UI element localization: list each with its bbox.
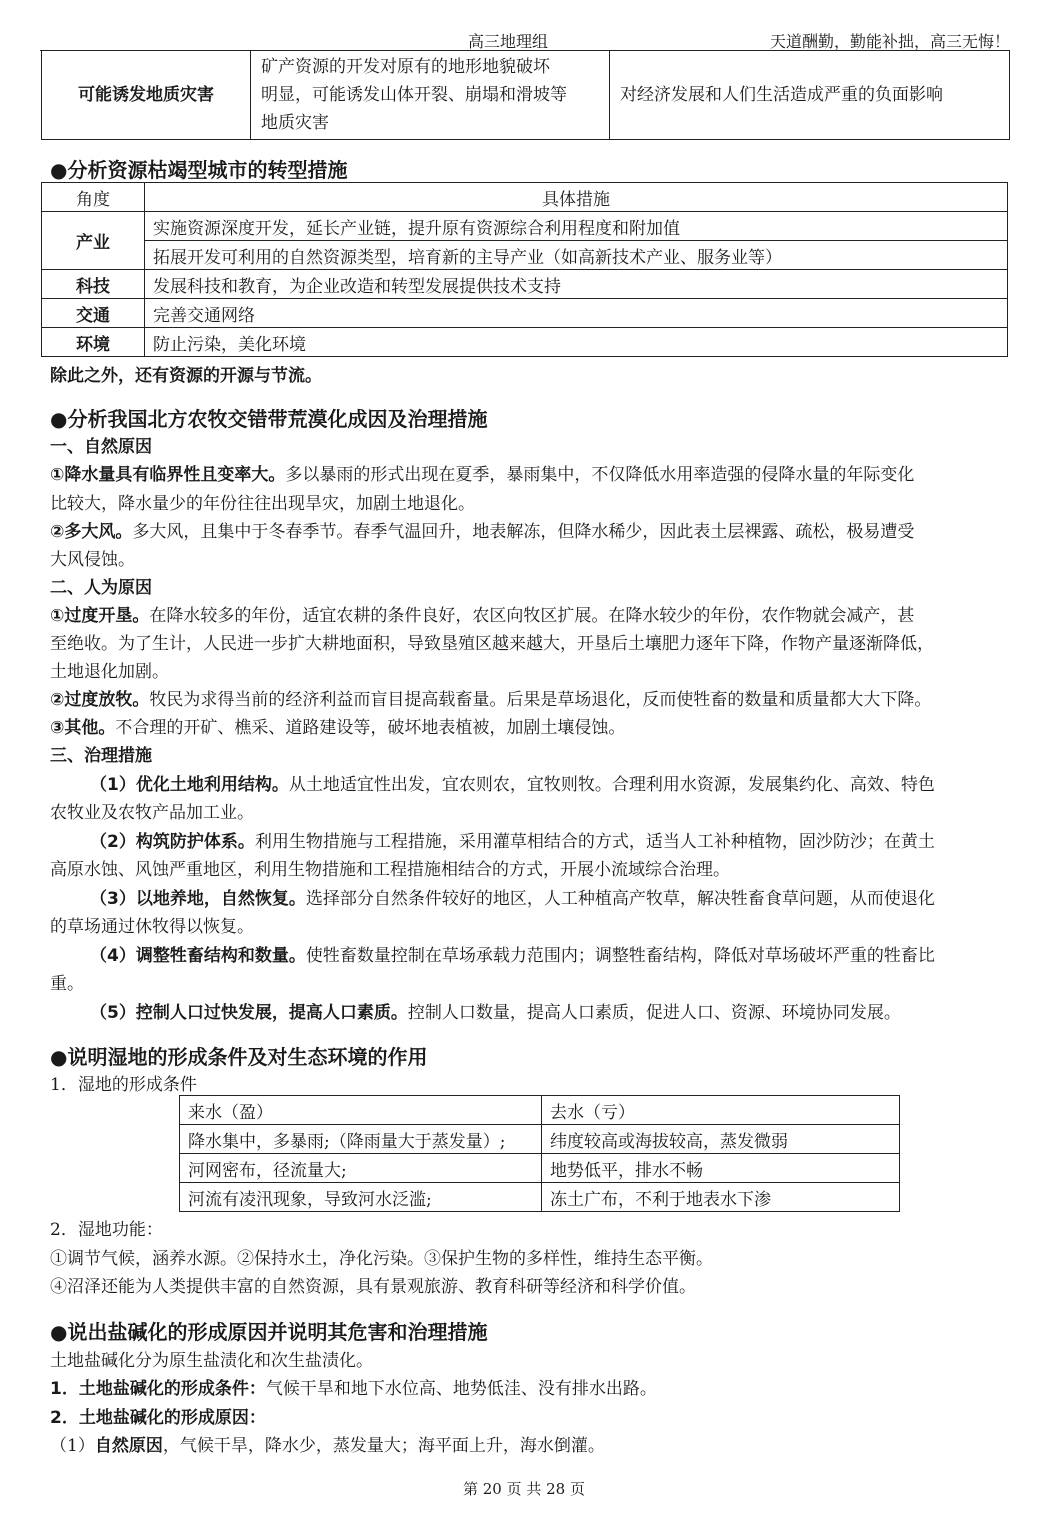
measure-heading: （4）调整牲畜结构和数量。: [90, 946, 306, 966]
point-heading: 1．土地盐碱化的形成条件：: [50, 1379, 266, 1399]
disaster-table: [41, 50, 1010, 140]
table-cell-measure: 发展科技和教育，为企业改造和转型发展提供技术支持: [145, 270, 1008, 299]
section-title: ●分析我国北方农牧交错带荒漠化成因及治理措施: [50, 407, 488, 431]
measure-heading: （5）控制人口过快发展，提高人口素质。: [90, 1003, 408, 1023]
paragraph-line: [50, 685, 1022, 710]
table-cell-cause: [251, 51, 610, 140]
measure-heading: （1）优化土地利用结构。: [90, 775, 289, 795]
item-number: （1）: [50, 1436, 95, 1456]
paragraph-line: 土地退化加剧。: [50, 662, 169, 682]
header-center: 高三地理组: [468, 32, 549, 51]
section-note: 除此之外，还有资源的开源与节流。: [50, 366, 322, 386]
table-cell-angle: 科技: [42, 270, 145, 299]
point-text: 多以暴雨的形式出现在夏季，暴雨集中，不仅降低水用率造强的侵降水量的年际变化: [285, 465, 915, 485]
paragraph-line: [50, 460, 1022, 485]
measure-text: 从土地适宜性出发，宜农则农，宜牧则牧。合理利用水资源，发展集约化、高效、特色: [288, 775, 935, 795]
table-cell-angle: 产业: [42, 212, 145, 270]
table-cell-in: 河流有凌汛现象，导致河水泛滥;: [180, 1183, 542, 1212]
paragraph-line: [90, 941, 1022, 966]
paragraph-line: 重。: [50, 974, 84, 994]
point-heading: ③其他。: [50, 718, 116, 738]
table-header-cell: 具体措施: [145, 183, 1008, 212]
table-cell-measure: 防止污染，美化环境: [145, 328, 1008, 357]
measure-text: 选择部分自然条件较好的地区，人工种植高产牧草，解决牲畜食草问题，从而使退化: [305, 889, 935, 909]
cell-line: 明显，可能诱发山体开裂、崩塌和滑坡等: [261, 85, 567, 105]
point-text: ，气候干旱，降水少，蒸发量大；海平面上升，海水倒灌。: [162, 1436, 605, 1456]
table-row: [42, 241, 1008, 270]
measure-heading: （3）以地养地，自然恢复。: [90, 889, 306, 909]
table-row: [42, 299, 1008, 328]
table-cell-measure: 拓展开发可利用的自然资源类型，培育新的主导产业（如高新技术产业、服务业等）: [145, 241, 1008, 270]
table-row: [42, 270, 1008, 299]
table-cell-out: 地势低平，排水不畅: [542, 1154, 900, 1183]
table-cell-measure: 完善交通网络: [145, 299, 1008, 328]
subheading: 1．湿地的形成条件: [50, 1075, 197, 1095]
paragraph-line: [90, 884, 1022, 909]
point-heading: 自然原因: [94, 1436, 163, 1456]
point-text: 在降水较多的年份，适宜农耕的条件良好，农区向牧区扩展。在降水较少的年份，农作物就会减产，甚: [149, 606, 915, 626]
table-cell-out: 纬度较高或海拔较高，蒸发微弱: [542, 1125, 900, 1154]
point-text: 不合理的开矿、樵采、道路建设等，破坏地表植被，加剧土壤侵蚀。: [115, 718, 626, 738]
paragraph-line: [50, 713, 1022, 738]
section-title: ●说出盐碱化的形成原因并说明其危害和治理措施: [50, 1320, 488, 1344]
point-heading: ②过度放牧。: [50, 690, 150, 710]
cell-line: 地质灾害: [261, 113, 329, 133]
cell-line: 矿产资源的开发对原有的地形地貌破坏: [261, 57, 550, 77]
table-header-cell: 去水（亏）: [542, 1096, 900, 1125]
paragraph-line: [50, 601, 1022, 626]
subheading: 2．土地盐碱化的形成原因：: [50, 1408, 266, 1428]
paragraph-line: 的草场通过休牧得以恢复。: [50, 917, 254, 937]
point-heading: ①过度开垦。: [50, 606, 150, 626]
table-row: [180, 1154, 900, 1183]
table-row: [180, 1183, 900, 1212]
paragraph-line: [50, 1374, 1022, 1399]
subheading: 三、治理措施: [50, 746, 152, 766]
subheading: 二、人为原因: [50, 578, 152, 598]
measure-text: 控制人口数量，提高人口素质，促进人口、资源、环境协同发展。: [407, 1003, 901, 1023]
table-header-row: [42, 183, 1008, 212]
subheading: 一、自然原因: [50, 437, 152, 457]
transition-table: [41, 182, 1008, 357]
paragraph-line: [90, 998, 1022, 1023]
point-heading: ②多大风。: [50, 522, 133, 542]
header-motto: 天道酬勤，勤能补拙，高三无悔！: [769, 32, 1010, 51]
table-cell-angle: 环境: [42, 328, 145, 357]
paragraph-line: [50, 1431, 1022, 1456]
table-cell-measure: 实施资源深度开发，延长产业链，提升原有资源综合利用程度和附加值: [145, 212, 1008, 241]
table-row: [42, 328, 1008, 357]
section-title: ●说明湿地的形成条件及对生态环境的作用: [50, 1045, 428, 1069]
page-number: 第 20 页 共 28 页: [462, 1480, 585, 1498]
paragraph-line: ①调节气候，涵养水源。②保持水土，净化污染。③保护生物的多样性，维持生态平衡。: [50, 1249, 713, 1269]
table-cell-in: 降水集中，多暴雨;（降雨量大于蒸发量）;: [180, 1125, 542, 1154]
table-cell-angle: 交通: [42, 299, 145, 328]
section-title: ●分析资源枯竭型城市的转型措施: [50, 158, 348, 182]
paragraph-line: 高原水蚀、风蚀严重地区，利用生物措施和工程措施相结合的方式，开展小流域综合治理。: [50, 860, 730, 880]
measure-heading: （2）构筑防护体系。: [90, 832, 255, 852]
table-row: [42, 212, 1008, 241]
paragraph-line: 至绝收。为了生计，人民进一步扩大耕地面积，导致垦殖区越来越大，开垦后土壤肥力逐年下降，作物产量逐渐降低，: [50, 634, 934, 654]
table-header-cell: 角度: [42, 183, 145, 212]
table-header-cell: 来水（盈）: [180, 1096, 542, 1125]
measure-text: 利用生物措施与工程措施，采用灌草相结合的方式，适当人工补种植物，固沙防沙；在黄土: [254, 832, 935, 852]
subheading: 2．湿地功能：: [50, 1220, 163, 1240]
paragraph-line: ④沼泽还能为人类提供丰富的自然资源，具有景观旅游、教育科研等经济和科学价值。: [50, 1277, 696, 1297]
point-text: 多大风，且集中于冬春季节。春季气温回升，地表解冻，但降水稀少，因此表土层裸露、疏松，极易遭受: [132, 522, 915, 542]
measure-text: 使牲畜数量控制在草场承载力范围内；调整牲畜结构，降低对草场破坏严重的牲畜比: [305, 946, 935, 966]
table-header-row: [180, 1096, 900, 1125]
paragraph-line: 大风侵蚀。: [50, 550, 135, 570]
paragraph-line: 土地盐碱化分为原生盐渍化和次生盐渍化。: [50, 1351, 373, 1371]
table-row: [42, 51, 1010, 140]
point-text: 气候干旱和地下水位高、地势低洼、没有排水出路。: [265, 1379, 657, 1399]
table-row: [180, 1125, 900, 1154]
point-heading: ①降水量具有临界性且变率大。: [50, 465, 286, 485]
paragraph-line: [50, 517, 1022, 542]
table-cell-label: 可能诱发地质灾害: [42, 51, 251, 140]
paragraph-line: 农牧业及农牧产品加工业。: [50, 803, 254, 823]
table-cell-in: 河网密布，径流量大;: [180, 1154, 542, 1183]
paragraph-line: [90, 770, 1022, 795]
paragraph-line: [90, 827, 1022, 852]
table-cell-effect: 对经济发展和人们生活造成严重的负面影响: [610, 51, 1010, 140]
table-cell-out: 冻土广布，不利于地表水下渗: [542, 1183, 900, 1212]
point-text: 牧民为求得当前的经济利益而盲目提高载畜量。后果是草场退化，反而使牲畜的数量和质量都大大下降。: [149, 690, 932, 710]
wetland-table: [179, 1095, 900, 1212]
paragraph-line: 比较大，降水量少的年份往往出现旱灾，加剧土地退化。: [50, 494, 475, 514]
